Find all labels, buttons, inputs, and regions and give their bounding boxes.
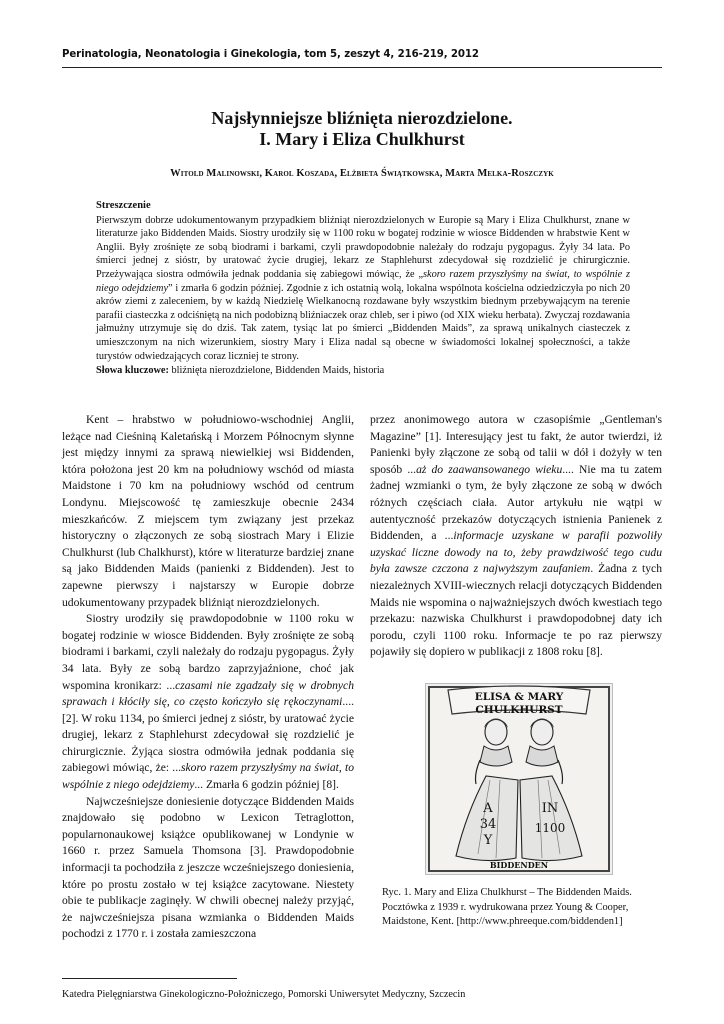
abstract-text-b: ” i zmarła 6 godzin później. Zgodnie z ich ostatnią wolą, lokalna wspólnota kościelna odziedziczyła po nich 20 akrów ziemi z zaleceniem, by w każdą Niedzielę Wielkanocną rozdawane były wszystkim biednym przebywającym na terenie parafii ciasteczka z odciśniętą na nich podobizną bliźniaczek oraz chleb, ser i piwo (od XIX wieku herbata). Zwyczaj rozdawania jałmużny utrzymuje się do dziś. Tak zatem, tysiąc lat po śmierci „Biddenden Maids”, za sprawą unikalnych ciasteczek z umieszczonym na nich wizerunkiem, siostry Mary i Eliza nadal są obecne w świadomości lokalnej społeczności, a także turystów odwiedzających coraz liczniej te strony. xyxy=(96,282,631,362)
journal-header: Perinatologia, Neonatologia i Ginekologia, tom 5, zeszyt 4, 216-219, 2012 xyxy=(62,49,479,60)
postcard-text-1100: 1100 xyxy=(534,821,566,835)
p4-text-b: .... Nie ma tu zatem żadnej wzmianki o tym, że były złączone ze sobą w dwóch różnych częściach ciała. Autor artykułu nie wątpi w autentyczność przekazów dotyczących istnienia Panienek z Biddenden, a ... xyxy=(370,462,663,543)
body-paragraph-1: Kent – hrabstwo w południowo-wschodniej Anglii, leżące nad Cieśniną Kaletańską i Morzem Północnym słynne jest między innymi za sprawą niewielkiej wsi Biddenden, która położona jest 20 km na południowy wschód od miasta Maidstone i 70 km na południowy wschód od centrum Londynu. Miejscowość tę zamieszkuje obecnie 2434 mieszkańców. Z miejscem tym związany jest przekaz historyczny o złączonych ze sobą siostrach Mary i Elizie Chulkhurst (lub Chalkhurst), które w literaturze bardziej znane są jako Biddenden Maids (panienki z Biddenden). Jest to zapewne pierwszy i najstarszy w Europie dobrze udokumentowany przypadek bliźniąt nierozdzielonych. xyxy=(62,413,354,609)
abstract xyxy=(96,199,630,378)
abstract-text-a: Pierwszym dobrze udokumentowanym przypadkiem bliźniąt nierozdzielonych w Europie są Mary i Eliza Chulkhurst, znane w literaturze jako Biddenden Maids. Siostry urodziły się w 1100 roku w bogatej rodzinie w wiosce Biddenden w hrabstwie Kent w Anglii. Były zrośnięte ze sobą biodrami i barkami, czyli prawdopodobnie należały do rodzaju pygopagus. Żyły 34 lata. Po śmierci jednej z sióstr, by uratować życie drugiej, lekarz ze Staphlehurst zdecydował się rozdzielić je chirurgicznie. Przeżywająca siostra odmówiła jednak poddania się zabiegowi mówiąc, że „ xyxy=(96,214,630,280)
p4-quote-1: aż do zaawansowanego wieku xyxy=(416,462,563,476)
header-rule xyxy=(62,67,662,68)
postcard-illustration xyxy=(426,684,612,874)
abstract-heading: Streszczenie xyxy=(96,200,151,211)
affiliation-footnote: Katedra Pielęgniarstwa Ginekologiczno-Położniczego, Pomorski Uniwersytet Medyczny, Szczecin xyxy=(62,989,466,1000)
abstract-text xyxy=(96,214,630,364)
title-line-2: I. Mary i Eliza Chulkhurst xyxy=(259,129,465,149)
keywords xyxy=(96,364,630,378)
postcard-banner-line-2: CHULKHURST xyxy=(475,704,563,716)
postcard-text-34: 34 xyxy=(479,817,497,832)
p4-quote-2: informacje uzyskane w parafii pozwoliły uzyskać liczne dowody na to, żeby prawdziwość tego cudu była zawsze czczona z najwyższym zaufaniem xyxy=(370,529,662,576)
keywords-label: Słowa kluczowe: xyxy=(96,365,169,377)
postcard-banner-line-1: ELISA & MARY xyxy=(474,691,564,703)
p4-text-c: . Żadna z tych niezależnych XVIII-wiecznych relacji dotyczących Biddenden Maids nie wspomina o najważniejszych dwóch kwestiach tego przekazu: nazwiska Chulkhurst i prawdopodobnej daty ich porodu, czyli 1100 roku. Informacje te po raz pierwszy pojawiły się dopiero w publikacji z 1808 roku [8]. xyxy=(370,562,662,659)
p2-quote-1: czasami nie zgadzały się w drobnych sprawach i kłóciły się, co często kończyło się rękoczynami xyxy=(62,678,355,709)
p2-quote-2: skoro razem przyszłyśmy na świat, to wspólnie z niego odejdziemy xyxy=(62,761,354,792)
postcard-text-biddenden: BIDDENDEN xyxy=(489,860,549,870)
p2-text-a: Siostry urodziły się prawdopodobnie w 1100 roku w bogatej rodzinie w wiosce Biddenden. Były zrośnięte ze sobą biodrami i barkami, czyli należały do rodzaju pygopagus. Żyły 34 lata. Były ze sobą bardzo zaprzyjaźnione, choć jak wspomina kronikarz: ... xyxy=(62,612,354,692)
author-list: Witold Malinowski, Karol Koszada, Elżbieta Świątkowska, Marta Melka-Roszczyk xyxy=(170,168,554,179)
article-title xyxy=(62,108,662,150)
postcard-text-a: A xyxy=(483,801,493,816)
postcard-figure xyxy=(425,683,613,875)
footnote-rule xyxy=(62,978,237,979)
postcard-text-in: IN xyxy=(541,801,559,816)
p2-text-b: .... [2]. W roku 1134, po śmierci jednej z sióstr, by uratować życie drugiej, lekarz z Staphlehurst zdecydował się rozdzielić je chirurgicznie. Żyjąca siostra odmówiła jednak poddania się zabiegowi mówiąc, że: ... xyxy=(62,695,354,775)
p2-text-c: ... Zmarła 6 godzin później [8]. xyxy=(194,778,339,792)
postcard-text-y: Y xyxy=(483,833,493,848)
body-paragraph-4 xyxy=(370,412,662,661)
body-column-left xyxy=(62,412,354,943)
figure-caption: Ryc. 1. Mary and Eliza Chulkhurst – The Biddenden Maids. Pocztówka z 1939 r. wydrukowana przez Young & Cooper, Maidstone, Kent. [http://www.phreeque.com/biddenden1] xyxy=(382,887,632,927)
p4-text-a: przez anonimowego autora w czasopiśmie „Gentleman's Magazine” [1]. Interesujący jest tu fakt, że autor twierdzi, iż Panienki były złączone ze sobą od talii w dół i dożyły w ten sposób ... xyxy=(370,413,662,476)
body-column-right xyxy=(370,412,662,661)
body-paragraph-3: Najwcześniejsze doniesienie dotyczące Biddenden Maids znajdowało się podobno w Lexicon Tetraglotton, popularnonaukowej książce opublikowanej w Londynie w 1660 r. przez Samuela Thomsona [3]. Prawdopodobnie informacji ta pochodziła z jeszcze wcześniejszego doniesienia, które po prostu zostało w tej książce zacytowane. Niestety obie te publikacje zaginęły. W chwili obecnej należy przyjąć, że najwcześniejsza pisana wzmianka o Biddenden Maids pochodzi z 1770 r. i została zamieszczona xyxy=(62,794,354,941)
title-line-1: Najsłynniejsze bliźnięta nierozdzielone. xyxy=(211,108,513,128)
abstract-quote: skoro razem przyszłyśmy na świat, to wspólnie z niego odejdziemy xyxy=(96,268,631,294)
keywords-value: bliźnięta nierozdzielone, Biddenden Maids, historia xyxy=(171,365,385,377)
body-paragraph-2 xyxy=(62,611,354,794)
